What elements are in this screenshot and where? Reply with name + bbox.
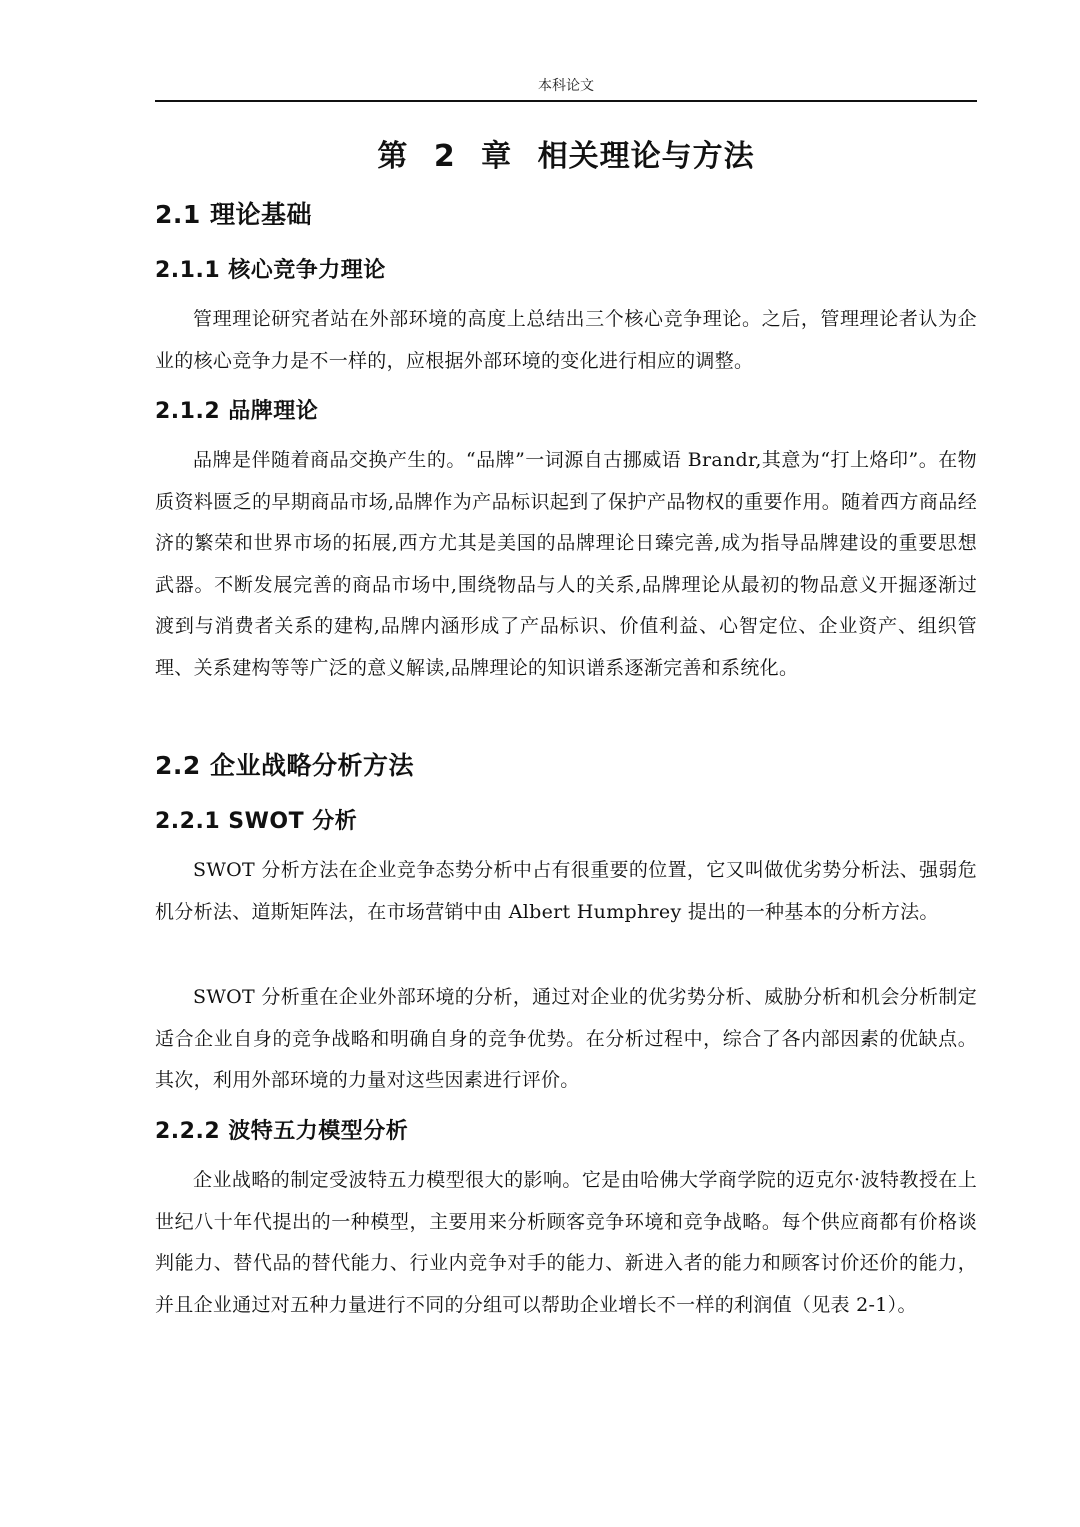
subsection-heading-2-2-2: 2.2.2 波特五力模型分析 <box>155 1119 409 1144</box>
paragraph-porter-five-forces: 企业战略的制定受波特五力模型很大的影响。它是由哈佛大学商学院的迈克尔·波特教授在上世纪八十年代提出的一种模型，主要用来分析顾客竞争环境和竞争战略。每个供应商都有价格谈判能力、替代品的替代能力、行业内竞争对手的能力、新进入者的能力和顾客讨价还价的能力，并且企业通过对五种力量进行不同的分组可以帮助企业增长不一样的利润值（见表 2-1）。 <box>155 1169 977 1316</box>
paragraph-brand-theory: 品牌是伴随着商品交换产生的。“品牌”一词源自古挪威语 Brandr,其意为“打上烙印”。在物质资料匮乏的早期商品市场,品牌作为产品标识起到了保护产品物权的重要作用。随着西方商品经济的繁荣和世界市场的拓展,西方尤其是美国的品牌理论日臻完善,成为指导品牌建设的重要思想武器。不断发展完善的商品市场中,围绕物品与人的关系,品牌理论从最初的物品意义开掘逐渐过渡到与消费者关系的建构,品牌内涵形成了产品标识、价值利益、心智定位、企业资产、组织管理、关系建构等等广泛的意义解读,品牌理论的知识谱系逐渐完善和系统化。 <box>155 449 977 679</box>
chapter-title: 第 2 章 相关理论与方法 <box>377 139 755 174</box>
subsection-heading-2-1-2: 2.1.2 品牌理论 <box>155 399 319 424</box>
paragraph-swot-1: SWOT 分析方法在企业竞争态势分析中占有很重要的位置，它又叫做优劣势分析法、强弱危机分析法、道斯矩阵法，在市场营销中由 Albert Humphrey 提出的一种基本的分析方法。 <box>155 859 977 923</box>
header-rule <box>155 100 977 102</box>
paragraph-core-competence: 管理理论研究者站在外部环境的高度上总结出三个核心竞争理论。之后，管理理论者认为企业的核心竞争力是不一样的，应根据外部环境的变化进行相应的调整。 <box>155 308 977 372</box>
subsection-heading-2-1-1: 2.1.1 核心竞争力理论 <box>155 258 386 283</box>
running-header: 本科论文 <box>538 78 594 94</box>
section-heading-2-1: 2.1 理论基础 <box>155 200 312 229</box>
subsection-heading-2-2-1: 2.2.1 SWOT 分析 <box>155 809 358 834</box>
paragraph-swot-2: SWOT 分析重在企业外部环境的分析，通过对企业的优劣势分析、威胁分析和机会分析制定适合企业自身的竞争战略和明确自身的竞争优势。在分析过程中，综合了各内部因素的优缺点。其次，利用外部环境的力量对这些因素进行评价。 <box>155 986 977 1091</box>
section-heading-2-2: 2.2 企业战略分析方法 <box>155 751 414 780</box>
